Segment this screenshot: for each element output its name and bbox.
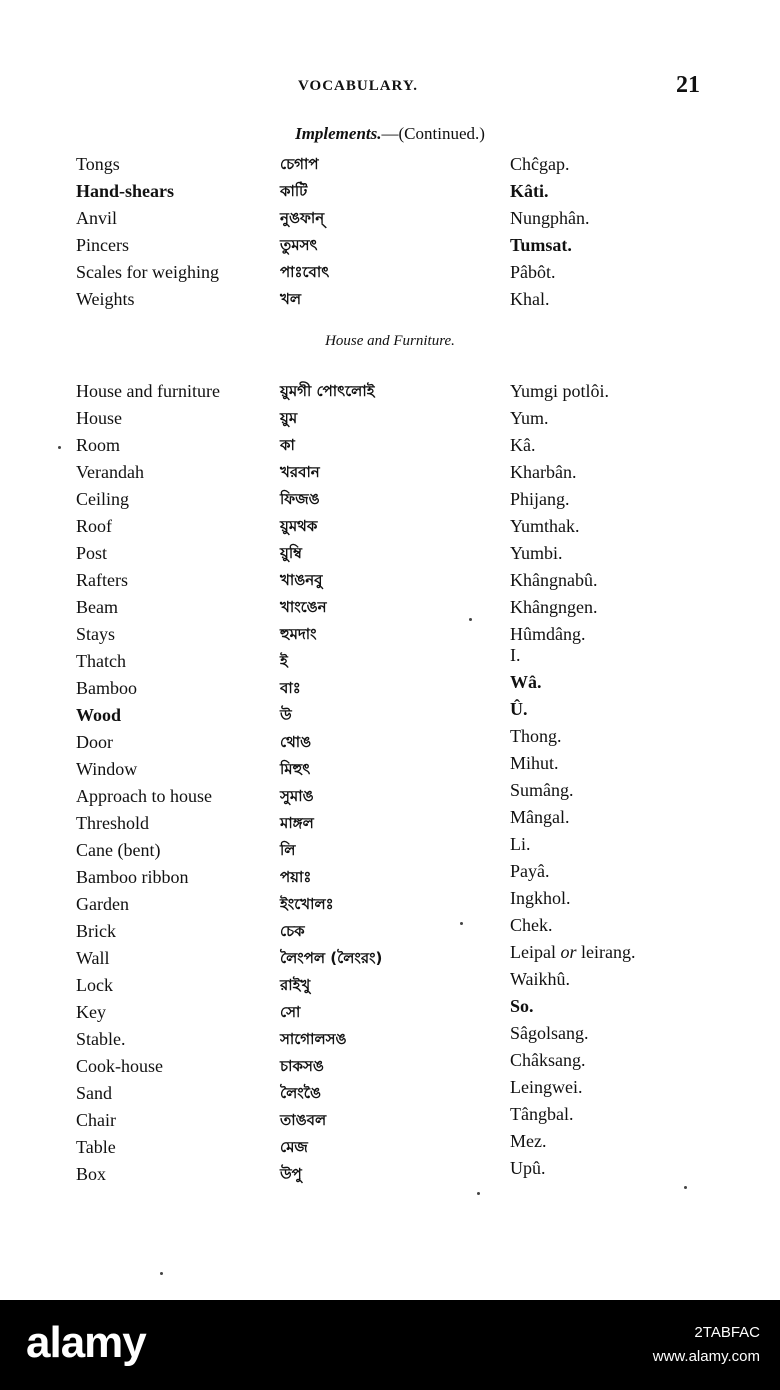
english-term: Stays [76,624,116,644]
english-term: Brick [76,921,116,941]
romanized-term: Phijang. [510,489,570,509]
english-term: Threshold [76,813,149,833]
english-term: Ceiling [76,489,129,509]
romanized-term: Pâbôt. [510,262,556,282]
vocab-row [0,834,780,866]
bengali-term: উপু [280,1165,302,1183]
romanized-term: Sumâng. [510,780,574,800]
bengali-term: নুঙফান্ [280,209,325,227]
english-term: Garden [76,894,129,914]
romanized-term-part: leirang. [576,942,636,962]
vocab-row [0,888,780,920]
bengali-term: পয়াঃ [280,868,312,886]
romanized-term: Li. [510,834,531,854]
english-term: Weights [76,289,135,309]
english-term: Pincers [76,235,129,255]
romanized-term: Tângbal. [510,1104,574,1124]
vocab-row [0,180,780,207]
english-term: Window [76,759,138,779]
english-term: Hand-shears [76,181,175,201]
vocab-row [0,488,780,515]
bengali-term: খাংঙেন [280,598,327,616]
english-term: Thatch [76,651,126,671]
vocab-row [0,569,780,596]
bengali-term: ফিজঙ [280,490,320,508]
print-speck [160,1272,163,1275]
page-number: 21 [676,72,700,98]
vocab-row [0,1158,780,1190]
romanized-term: Yumthak. [510,516,580,536]
romanized-term: Upû. [510,1158,546,1178]
vocab-row [0,996,780,1028]
bengali-term: মাঙ্গল [280,814,314,832]
romanized-term-part: Leipal [510,942,561,962]
bengali-term: কা [280,436,295,454]
romanized-term: Leingwei. [510,1077,583,1097]
bengali-term: কাটি [280,182,308,200]
bengali-term: তুমসৎ [280,236,318,254]
romanized-term: Tumsat. [510,235,572,255]
vocab-row [0,807,780,839]
vocab-row [0,1104,780,1136]
vocab-row [0,969,780,1001]
english-term: Cane (bent) [76,840,161,860]
print-speck [684,1186,687,1189]
vocab-row [0,1131,780,1163]
english-term: Wood [76,705,122,725]
bengali-term: য়ুমথক [280,517,318,535]
english-term: Lock [76,975,113,995]
vocab-row [0,726,780,758]
romanized-term [510,941,635,963]
bengali-term: খাঙনবু [280,571,323,589]
bengali-term: ই [280,652,288,670]
english-term: Table [76,1137,116,1157]
vocab-row [0,861,780,893]
english-term: Stable. [76,1029,126,1049]
romanized-term: Chek. [510,915,553,935]
bengali-term: য়ুমগী পোৎলোই [280,382,375,400]
bengali-term: সো [280,1003,301,1021]
romanized-term: Châksang. [510,1050,586,1070]
romanized-term: Kâ. [510,435,536,455]
vocab-row [0,153,780,180]
english-term: Scales for weighing [76,262,219,282]
bengali-term: চেগাপ [280,155,319,173]
vocab-row [0,461,780,488]
vocab-row [0,288,780,315]
english-term: Cook-house [76,1056,163,1076]
image-id: 2TABFAC [694,1324,760,1341]
romanized-term: Khângnabû. [510,570,598,590]
english-term: Roof [76,516,112,536]
english-term: Door [76,732,113,752]
bengali-term: য়ুম্বি [280,544,302,562]
bengali-term: চেক [280,922,305,940]
english-term: Bamboo ribbon [76,867,189,887]
romanized-term: Mângal. [510,807,570,827]
bengali-term: মিহুৎ [280,760,311,778]
vocab-row [0,1023,780,1055]
print-speck [460,922,463,925]
romanized-term: Khal. [510,289,550,309]
bengali-term: ইংখোলঃ [280,895,334,913]
bengali-term: মেজ [280,1138,308,1156]
bengali-term: লৈংঙৈ [280,1084,322,1102]
romanized-term: Ingkhol. [510,888,571,908]
vocab-row [0,380,780,407]
vocab-row [0,672,780,704]
print-speck [477,1192,480,1195]
english-term: Key [76,1002,106,1022]
english-term: Post [76,543,108,563]
vocab-row [0,407,780,434]
romanized-term: Mez. [510,1131,547,1151]
romanized-term: Û. [510,699,528,719]
romanized-term: Hûmdâng. [510,624,586,644]
vocab-row [0,753,780,785]
bengali-term: পাঃবোৎ [280,263,330,281]
vocab-row [0,261,780,288]
section-title-implements-rest: —(Continued.) [381,124,485,143]
english-term: Box [76,1164,107,1184]
romanized-term: So. [510,996,534,1016]
section-title-house: House and Furniture. [325,333,455,349]
vocab-row [0,596,780,623]
english-term: Wall [76,948,110,968]
romanized-term: Mihut. [510,753,559,773]
romanized-term: Sâgolsang. [510,1023,589,1043]
bengali-term: রাইখু [280,976,311,994]
english-term: Rafters [76,570,128,590]
romanized-term: Wâ. [510,672,542,692]
watermark-banner [0,1300,780,1390]
print-speck [469,618,472,621]
english-term: Chair [76,1110,116,1130]
site-url: www.alamy.com [652,1348,760,1365]
vocab-row [0,942,780,974]
romanized-term: Khângngen. [510,597,598,617]
vocab-row [0,515,780,542]
section-title-implements-italic: Implements. [295,124,382,143]
bengali-term: চাকসঙ [280,1057,324,1075]
romanized-term: Chĉgap. [510,154,570,174]
romanized-term: Yum. [510,408,549,428]
romanized-term: Payâ. [510,861,550,881]
romanized-term: Yumbi. [510,543,563,563]
bengali-term: লৈংপল (লৈংরং) [280,949,383,967]
bengali-term: য়ুম [280,409,298,427]
vocab-row [0,1077,780,1109]
english-term: House [76,408,122,428]
print-speck [58,446,61,449]
romanized-term: Thong. [510,726,562,746]
running-title: VOCABULARY. [298,78,419,94]
vocab-row [0,207,780,234]
vocab-row [0,915,780,947]
romanized-term: Kâti. [510,181,549,201]
vocab-row [0,1050,780,1082]
bengali-term: সুমাঙ [280,787,314,805]
bengali-term: খরবান [280,463,320,481]
english-term: Anvil [76,208,118,228]
romanized-term: Yumgi potlôi. [510,381,610,401]
alamy-logo: alamy [26,1318,146,1367]
vocab-row [0,699,780,731]
romanized-term-or: or [560,942,577,962]
vocab-row [0,780,780,812]
vocab-row [0,623,780,650]
section-title-implements [0,124,780,144]
english-term: Room [76,435,121,455]
english-term: Verandah [76,462,144,482]
english-term: Beam [76,597,118,617]
bengali-term: হুমদাং [280,625,317,643]
english-term: Sand [76,1083,112,1103]
vocab-row [0,234,780,261]
bengali-term: লি [280,841,296,859]
romanized-term: Nungphân. [510,208,590,228]
vocab-row [0,434,780,461]
vocab-row [0,542,780,569]
english-term: House and furniture [76,381,220,401]
bengali-term: বাঃ [280,679,301,697]
bengali-term: খল [280,290,302,308]
bengali-term: উ [280,706,292,724]
english-term: Tongs [76,154,120,174]
bengali-term: সাগোলসঙ [280,1030,347,1048]
romanized-term: Waikhû. [510,969,571,989]
english-term: Bamboo [76,678,137,698]
english-term: Approach to house [76,786,212,806]
romanized-term: I. [510,645,521,665]
bengali-term: তাঙবল [280,1111,327,1129]
bengali-term: থোঙ [280,733,312,751]
romanized-term: Kharbân. [510,462,577,482]
vocab-row [0,645,780,677]
